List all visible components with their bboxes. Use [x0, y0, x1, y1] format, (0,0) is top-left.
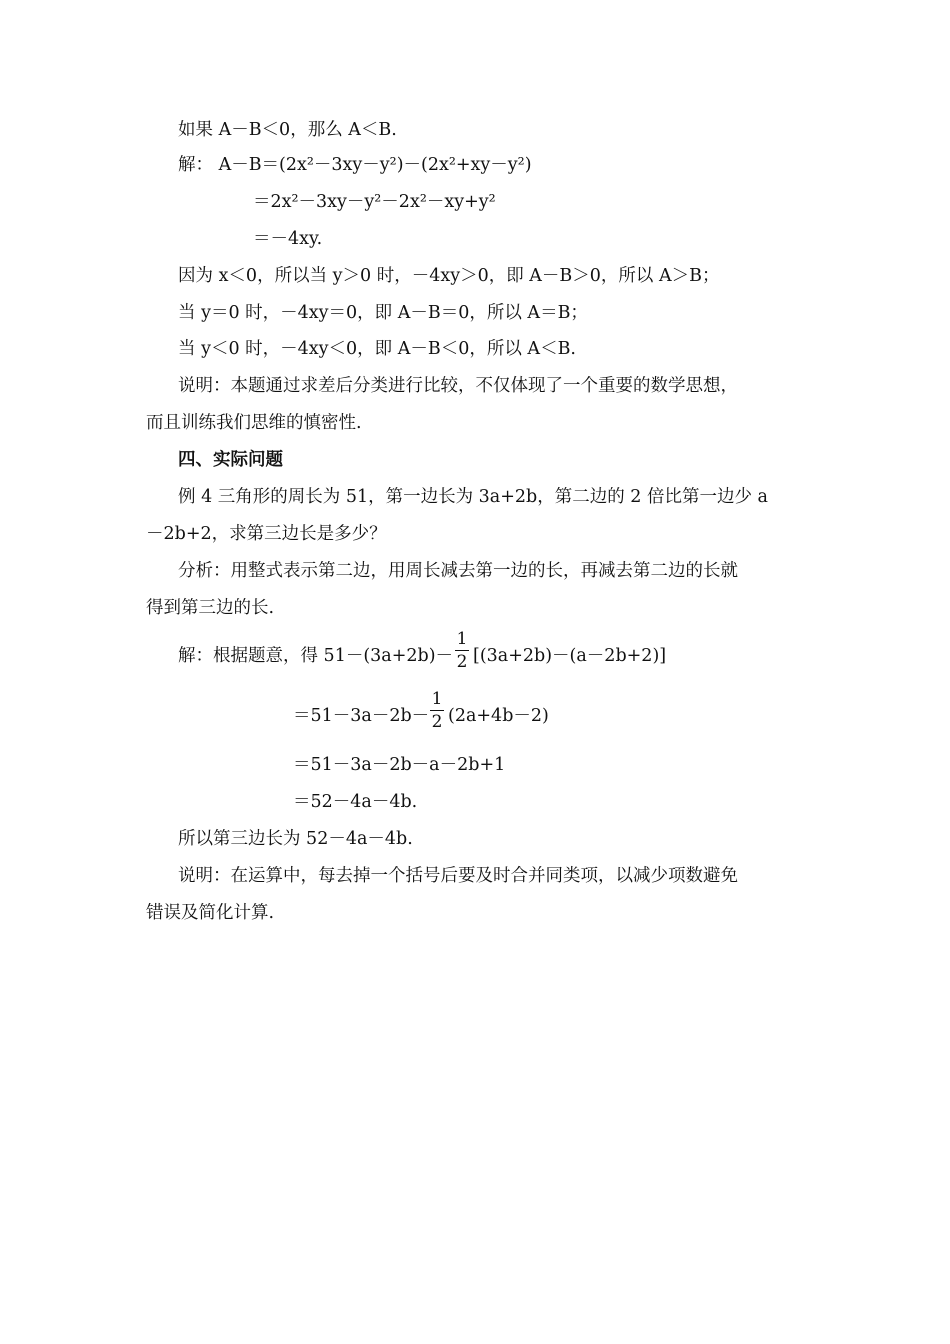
solution-line-1: 解： A－B＝(2x²－3xy－y²)－(2x²+xy－y²) [178, 155, 532, 175]
fraction-numerator: 1 [456, 629, 468, 649]
note-line-1: 说明：本题通过求差后分类进行比较，不仅体现了一个重要的数学思想， [178, 376, 738, 396]
text-line-1: 如果 A－B＜0，那么 A＜B. [178, 120, 397, 140]
fraction-one-half [455, 630, 469, 671]
answer-line-1a: 解：根据题意，得 51－(3a+2b)－ [178, 646, 454, 666]
conclusion-line: 所以第三边长为 52－4a－4b. [178, 829, 413, 849]
fraction-denominator: 2 [456, 652, 468, 672]
fraction-bar [455, 650, 469, 651]
analysis-line-1: 分析：用整式表示第二边，用周长减去第一边的长，再减去第二边的长就 [178, 561, 738, 581]
answer-line-3: ＝51－3a－2b－a－2b+1 [293, 755, 506, 775]
answer-line-2b: (2a+4b－2) [448, 706, 549, 726]
text-line-7: 当 y＜0 时，－4xy＜0，即 A－B＜0，所以 A＜B. [178, 339, 576, 359]
example-line-1: 例 4 三角形的周长为 51，第一边长为 3a+2b，第二边的 2 倍比第一边少 a [178, 487, 768, 507]
text-line-5: 因为 x＜0，所以当 y＞0 时，－4xy＞0，即 A－B＞0，所以 A＞B； [178, 266, 720, 286]
solution-line-2: ＝2x²－3xy－y²－2x²－xy+y² [253, 192, 496, 212]
note-line-2: 而且训练我们思维的慎密性. [146, 413, 362, 433]
fraction-bar [430, 710, 444, 711]
example-line-2: －2b+2，求第三边长是多少？ [146, 524, 387, 544]
solution-line-3: ＝－4xy. [253, 229, 323, 249]
answer-line-1b: [(3a+2b)－(a－2b+2)] [473, 646, 667, 666]
note2-line-1: 说明：在运算中，每去掉一个括号后要及时合并同类项，以减少项数避免 [178, 866, 738, 886]
section-heading: 四、实际问题 [178, 450, 283, 470]
fraction-one-half-2 [430, 690, 444, 731]
answer-line-4: ＝52－4a－4b. [293, 792, 418, 812]
note2-line-2: 错误及简化计算. [146, 903, 275, 923]
fraction-numerator: 1 [431, 689, 443, 709]
text-line-6: 当 y＝0 时，－4xy＝0，即 A－B＝0，所以 A＝B； [178, 303, 588, 323]
fraction-denominator: 2 [431, 712, 443, 732]
analysis-line-2: 得到第三边的长. [146, 598, 275, 618]
answer-line-2a: ＝51－3a－2b－ [293, 706, 430, 726]
